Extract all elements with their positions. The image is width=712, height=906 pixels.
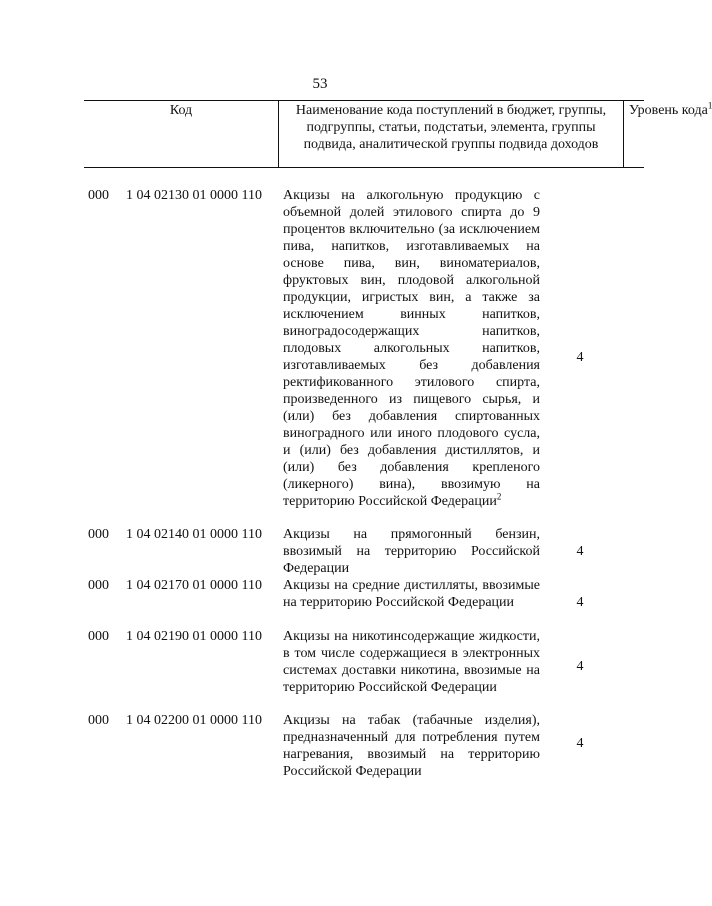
- header-level-text: Уровень кода: [629, 103, 708, 118]
- revenue-name-text: Акцизы на алкогольную продукцию с объемной долей этилового спирта до 9 процентов включительно (за исключением пива, напитков, изготавливаемых на основе пива, вин, виноматериалов, фруктовых вин, плодовой алкогольной продукции, игристых вин, а также за исключением винных напитков, виноградосодержащих напитков, плодовых алкогольных напитков, изготавливаемых без добавления ректификованного этилового спирта, произведенного из пищевого сырья, и (или) без добавления спиртованных виноградного или иного плодового сусла, и (или) без добавления дистиллятов, и (или) без добавления крепленого (ликерного) вина), ввозимую на территорию Российской Федерации: [283, 188, 540, 509]
- revenue-name: Акцизы на табак (табачные изделия), предназначенный для потребления путем нагревания, ввозимый на территорию Российской Федерации: [283, 713, 540, 779]
- revenue-name: [283, 187, 540, 510]
- admin-code: 000: [88, 188, 109, 203]
- revenue-code: 1 04 02140 01 0000 110: [126, 527, 262, 542]
- admin-code: 000: [88, 713, 109, 728]
- row-footnote: 2: [496, 491, 502, 502]
- revenue-name: Акцизы на прямогонный бензин, ввозимый на территорию Российской Федерации: [283, 527, 540, 576]
- level-value: 4: [576, 544, 584, 559]
- level-value: 4: [576, 350, 584, 365]
- level-value: 4: [576, 595, 584, 610]
- revenue-code: 1 04 02170 01 0000 110: [126, 578, 262, 593]
- table-header: [84, 100, 712, 168]
- header-level: [624, 100, 712, 167]
- header-code: Код: [169, 103, 193, 118]
- header-name: Наименование кода поступлений в бюджет, группы, подгруппы, статьи, подстатьи, элемента, группы подвида, аналитической группы подвида доходов: [278, 101, 624, 167]
- revenue-name: Акцизы на никотинсодержащие жидкости, в том числе содержащиеся в электронных системах доставки никотина, ввозимые на территорию Российской Федерации: [283, 629, 540, 695]
- admin-code: 000: [88, 578, 109, 593]
- revenue-code: 1 04 02200 01 0000 110: [126, 713, 262, 728]
- revenue-code: 1 04 02130 01 0000 110: [126, 188, 262, 203]
- admin-code: 000: [88, 629, 109, 644]
- level-value: 4: [576, 736, 584, 751]
- revenue-code: 1 04 02190 01 0000 110: [126, 629, 262, 644]
- page-number: 53: [312, 76, 328, 92]
- header-level-footnote: 1: [707, 100, 712, 111]
- level-value: 4: [576, 659, 584, 674]
- revenue-name: Акцизы на средние дистилляты, ввозимые на территорию Российской Федерации: [283, 578, 540, 610]
- admin-code: 000: [88, 527, 109, 542]
